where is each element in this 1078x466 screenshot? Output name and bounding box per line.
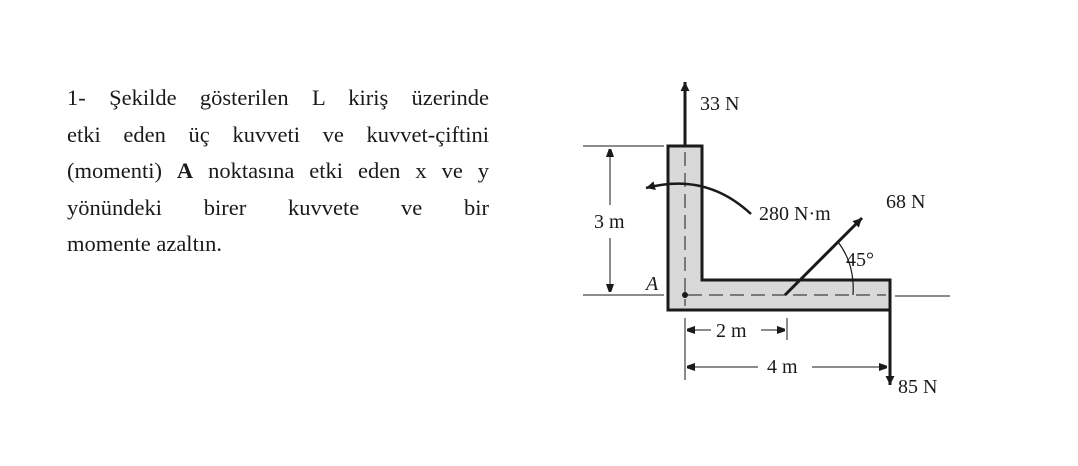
problem-line-2: etki eden üç kuvveti ve kuvvet-çiftini xyxy=(67,121,489,147)
l-beam xyxy=(668,146,890,310)
problem-word: bir xyxy=(464,194,490,220)
problem-word: ve xyxy=(401,194,423,220)
problem-word: birer xyxy=(203,194,247,220)
force-down-label: 85 N xyxy=(898,376,938,398)
point-a-reference: A xyxy=(176,158,194,183)
point-a-label: A xyxy=(646,273,659,295)
force-incline-label: 68 N xyxy=(886,191,926,213)
problem-line-3-suffix: noktasına etki eden x ve y xyxy=(193,158,489,183)
point-a-dot xyxy=(682,292,688,298)
dim-height-label: 3 m xyxy=(594,211,625,233)
problem-line-1: 1- Şekilde gösterilen L kiriş üzerinde xyxy=(67,85,489,110)
force-up-label: 33 N xyxy=(700,93,740,115)
dim-short-label: 2 m xyxy=(716,320,747,342)
moment-label: 280 N·m xyxy=(759,203,831,225)
problem-word: kuvvete xyxy=(288,194,360,220)
problem-word: yönündeki xyxy=(67,194,162,220)
dim-long-label: 4 m xyxy=(767,356,798,378)
problem-line-5: momente azaltın. xyxy=(67,231,222,256)
problem-line-3-prefix: (momenti) xyxy=(67,158,177,183)
angle-label: 45° xyxy=(846,249,874,271)
